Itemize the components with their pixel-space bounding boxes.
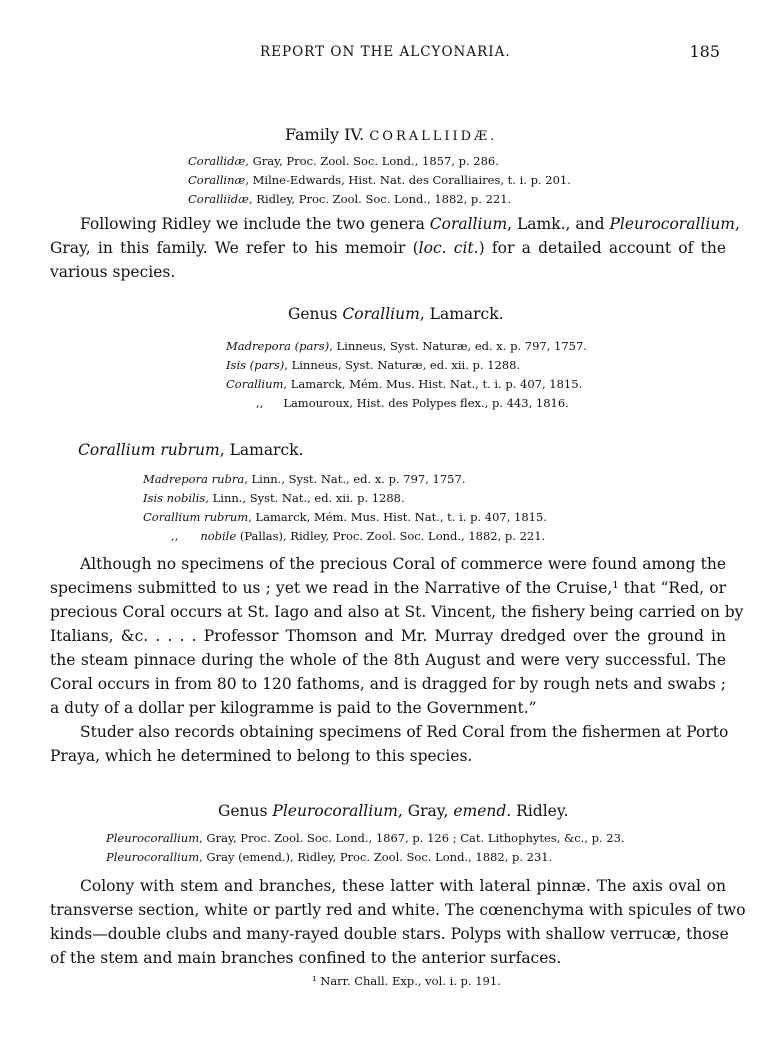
- synonym-line: Madrepora rubra, Linn., Syst. Nat., ed. x. p. 797, 1757.: [143, 472, 466, 486]
- paragraph-line: precious Coral occurs at St. Iago and also at St. Vincent, the fishery being carried on by: [50, 603, 744, 621]
- paragraph-line: a duty of a dollar per kilogramme is paid to the Government.”: [50, 699, 537, 717]
- family-prefix: Family IV.: [285, 125, 365, 144]
- family-name: CORALLIIDÆ.: [369, 129, 498, 144]
- paragraph-line: transverse section, white or partly red and white. The cœnenchyma with spicules of two: [50, 901, 746, 919]
- synonym-line: ,, nobile (Pallas), Ridley, Proc. Zool. Soc. Lond., 1882, p. 221.: [171, 529, 546, 543]
- studer-paragraph: [50, 720, 729, 768]
- paragraph-line: kinds—double clubs and many-rayed double stars. Polyps with shallow verrucæ, those: [50, 925, 729, 943]
- paragraph-line: Praya, which he determined to belong to this species.: [50, 747, 473, 765]
- synonym-line: Isis (pars), Linneus, Syst. Naturæ, ed. xii. p. 1288.: [226, 358, 521, 372]
- paragraph-line: various species.: [50, 263, 176, 281]
- genus-corallium-synonymy: [226, 337, 587, 413]
- family-heading: [285, 125, 497, 144]
- synonym-line: Coralliidæ, Ridley, Proc. Zool. Soc. Lond., 1882, p. 221.: [188, 192, 512, 206]
- page-number: 185: [689, 42, 720, 61]
- species-heading: Corallium rubrum, Lamarck.: [78, 441, 304, 459]
- synonym-line: Corallinæ, Milne-Edwards, Hist. Nat. des Coralliaires, t. i. p. 201.: [188, 173, 571, 187]
- footnote: ¹ Narr. Chall. Exp., vol. i. p. 191.: [312, 974, 501, 988]
- paragraph-line: Italians, &c. . . . . Professor Thomson and Mr. Murray dredged over the ground in: [50, 627, 726, 645]
- synonym-line: Corallium rubrum, Lamarck, Mém. Mus. Hist. Nat., t. i. p. 407, 1815.: [143, 510, 547, 524]
- synonym-line: ,, Lamouroux, Hist. des Polypes flex., p. 443, 1816.: [256, 396, 569, 410]
- paragraph-line: Studer also records obtaining specimens of Red Coral from the fishermen at Porto: [80, 723, 729, 741]
- synonym-line: Pleurocorallium, Gray (emend.), Ridley, Proc. Zool. Soc. Lond., 1882, p. 231.: [106, 850, 553, 864]
- paragraph-line: specimens submitted to us ; yet we read in the Narrative of the Cruise,¹ that “Red, or: [50, 579, 726, 597]
- genus-pleurocorallium-synonymy: [106, 829, 625, 867]
- synonym-line: Corallium, Lamarck, Mém. Mus. Hist. Nat., t. i. p. 407, 1815.: [226, 377, 583, 391]
- running-header: REPORT ON THE ALCYONARIA.: [260, 44, 511, 60]
- genus-pleurocorallium-heading: Genus Pleurocorallium, Gray, emend. Ridley.: [218, 802, 569, 820]
- intro-paragraph: [50, 212, 740, 284]
- synonym-line: Pleurocorallium, Gray, Proc. Zool. Soc. Lond., 1867, p. 126 ; Cat. Lithophytes, &c., p. 23.: [106, 831, 625, 845]
- genus-corallium-heading: Genus Corallium, Lamarck.: [288, 305, 504, 323]
- paragraph-line: Coral occurs in from 80 to 120 fathoms, and is dragged for by rough nets and swabs ;: [50, 675, 726, 693]
- species-synonymy: [143, 470, 547, 546]
- colony-paragraph: [50, 874, 746, 970]
- paragraph-line: of the stem and main branches confined to the anterior surfaces.: [50, 949, 562, 967]
- paragraph-line: Gray, in this family. We refer to his memoir (loc. cit.) for a detailed account of the: [50, 239, 726, 257]
- coral-paragraph: [50, 552, 744, 720]
- paragraph-line: Following Ridley we include the two genera Corallium, Lamk., and Pleurocorallium,: [80, 215, 740, 233]
- paragraph-line: Colony with stem and branches, these latter with lateral pinnæ. The axis oval on: [80, 877, 726, 895]
- paragraph-line: Although no specimens of the precious Coral of commerce were found among the: [80, 555, 726, 573]
- synonym-line: Corallidæ, Gray, Proc. Zool. Soc. Lond., 1857, p. 286.: [188, 154, 499, 168]
- synonym-line: Isis nobilis, Linn., Syst. Nat., ed. xii. p. 1288.: [143, 491, 405, 505]
- paragraph-line: the steam pinnace during the whole of the 8th August and were very successful. The: [50, 651, 726, 669]
- family-synonymy: [188, 152, 571, 209]
- synonym-line: Madrepora (pars), Linneus, Syst. Naturæ, ed. x. p. 797, 1757.: [226, 339, 587, 353]
